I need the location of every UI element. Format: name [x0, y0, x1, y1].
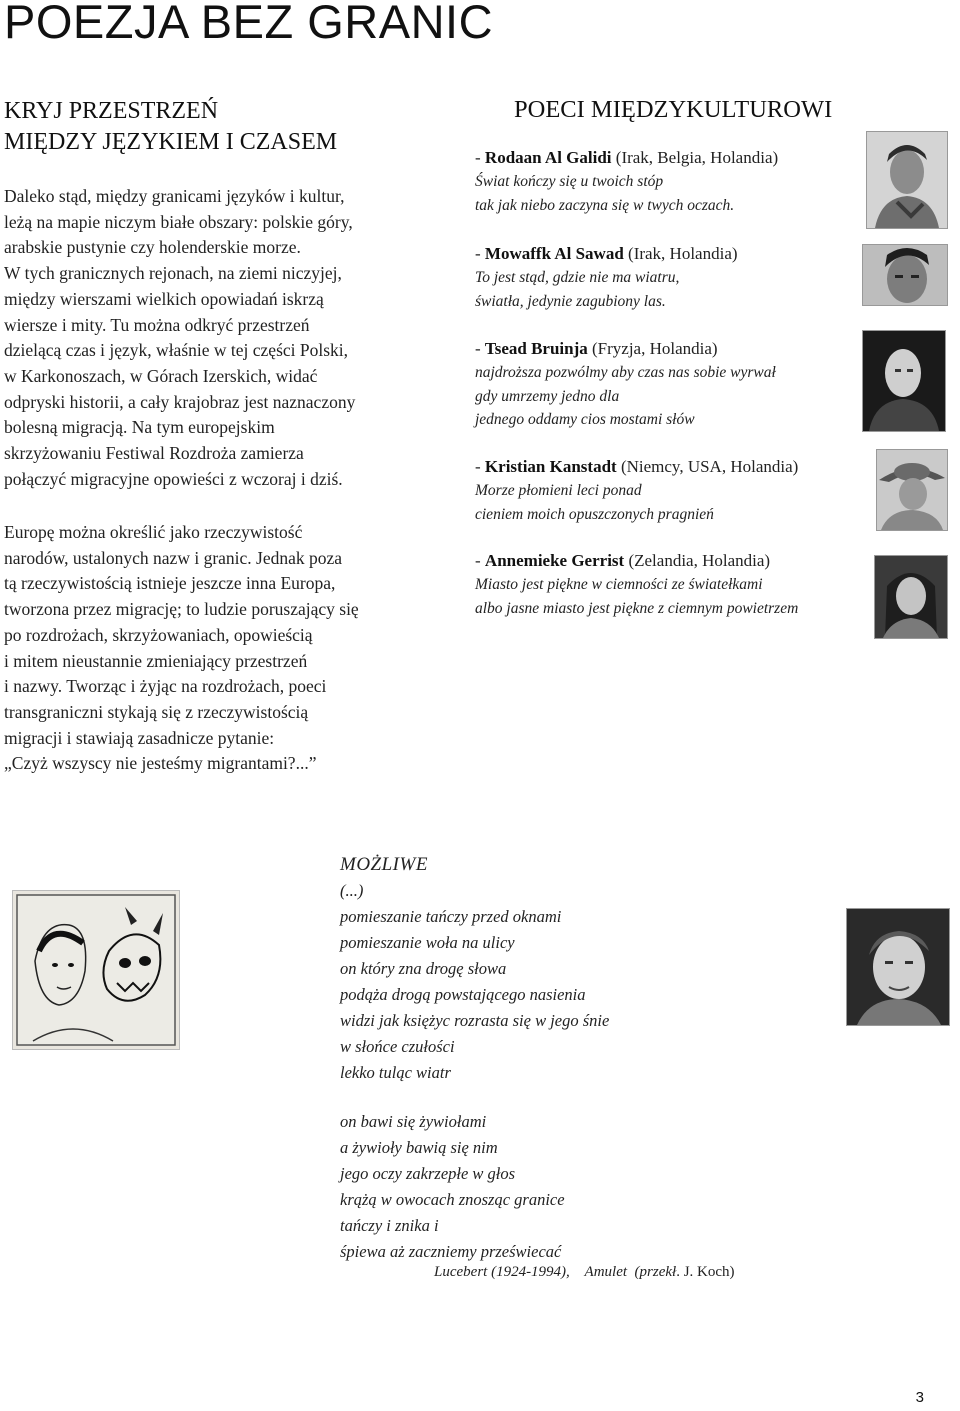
poet-entry — [475, 146, 875, 217]
poem-line: śpiewa aż zaczniemy przeświecać — [340, 1242, 562, 1261]
page-title: POEZJA BEZ GRANIC — [4, 0, 494, 48]
poet-name-line — [475, 455, 875, 479]
poet-quote-line: cieniem moich opuszczonych pragnień — [475, 505, 714, 523]
paragraph-line: Europę można określić jako rzeczywistość — [4, 522, 303, 542]
paragraph-line: odpryski historii, a cały krajobraz jest naznaczony — [4, 391, 356, 412]
paragraph-line: tą rzeczywistością istnieje jeszcze inna Europa, — [4, 573, 336, 594]
paragraph-line: arabskie pustynie czy holenderskie morze. — [4, 237, 301, 258]
poem-line: jego oczy zakrzepłe w głos — [340, 1164, 516, 1183]
portrait-image — [847, 909, 949, 1025]
paragraph-line: narodów, ustalonych nazw i granic. Jednak poza — [4, 547, 343, 568]
dash: - — [475, 148, 485, 167]
illustration — [12, 890, 180, 1050]
poet-quote-line: najdroższa pozwólmy aby czas nas sobie wyrwał — [475, 364, 776, 381]
poet-quote-line: To jest stąd, gdzie nie ma wiatru, — [475, 269, 680, 286]
poem-line: w słońce czułości — [340, 1037, 455, 1056]
europe-paragraph — [4, 520, 444, 777]
credit-author: Lucebert (1924-1994), — [434, 1264, 570, 1280]
poet-quote-line: tak jak niebo zaczyna się w twych oczach. — [475, 196, 735, 214]
poet-origin: (Zelandia, Holandia) — [624, 551, 771, 570]
paragraph-line: po rozdrożach, skrzyżowaniach, opowieścią — [4, 624, 313, 645]
poet-origin: (Irak, Belgia, Holandia) — [611, 148, 779, 167]
poet-quote-line: Świat kończy się u twoich stóp — [475, 173, 664, 190]
portrait-image — [875, 556, 947, 638]
paragraph-line: transgraniczni stykają się z rzeczywistością — [4, 701, 309, 722]
poet-quote-line: jednego oddamy cios mostami słów — [475, 411, 695, 428]
paragraph-line: W tych granicznych rejonach, na ziemi niczyjej, — [4, 263, 342, 284]
poet-photo — [866, 131, 948, 229]
poet-name: Mowaffk Al Sawad — [484, 244, 624, 263]
paragraph-line: „Czyż wszyscy nie jesteśmy migrantami?...” — [4, 753, 317, 774]
paragraph-line: dzielącą czas i język, właśnie w tej części Polski, — [4, 340, 349, 361]
poet-name-line — [475, 242, 875, 266]
poem-credit — [434, 1264, 735, 1281]
poet-entry — [475, 549, 875, 620]
left-heading-line: MIĘDZY JĘZYKIEM I CZASEM — [4, 129, 338, 155]
poet-entry — [475, 337, 875, 432]
poet-photo — [862, 244, 948, 306]
poet-photo — [862, 330, 946, 432]
page-number: 3 — [915, 1389, 924, 1406]
poets-heading: POECI MIĘDZYKULTUROWI — [514, 96, 833, 123]
left-heading-line: KRYJ PRZESTRZEŃ — [4, 98, 219, 124]
poet-origin: (Irak, Holandia) — [623, 244, 738, 263]
poet-name-line — [475, 146, 875, 170]
poem-line: (...) — [340, 881, 364, 900]
poem-line: on który zna drogę słowa — [340, 959, 507, 978]
credit-title: Amulet — [584, 1264, 628, 1280]
credit-prefix: (przekł — [634, 1264, 677, 1280]
poet-quote-line: światła, jedynie zagubiony las. — [475, 292, 666, 310]
paragraph-line: i mitem nieustannie zmieniający przestrzeń — [4, 650, 308, 671]
poet-photo — [876, 449, 948, 531]
poem-title: MOŻLIWE — [340, 854, 428, 875]
paragraph-line: tworzona przez migrację; to ludzie poruszający się — [4, 599, 359, 620]
dash: - — [475, 244, 485, 263]
poet-origin: (Fryzja, Holandia) — [587, 339, 718, 358]
poem-line: a żywioły bawią się nim — [340, 1138, 498, 1157]
poem-line: tańczy i znika i — [340, 1216, 439, 1235]
intro-paragraph — [4, 184, 444, 492]
paragraph-line: Daleko stąd, między granicami języków i kultur, — [4, 186, 345, 206]
poem-line: on bawi się żywiołami — [340, 1112, 487, 1131]
poet-quote-line: Miasto jest piękne w ciemności ze światełkami — [475, 576, 763, 593]
paragraph-line: wiersze i mity. Tu można odkryć przestrzeń — [4, 314, 310, 335]
poet-origin: (Niemcy, USA, Holandia) — [616, 457, 799, 476]
paragraph-line: w Karkonoszach, w Górach Izerskich, widać — [4, 365, 318, 386]
left-heading — [4, 96, 337, 158]
poem-line: widzi jak księżyc rozrasta się w jego śnie — [340, 1011, 610, 1030]
paragraph-line: połączyć migracyjne opowieści z wczoraj i dziś. — [4, 468, 343, 489]
portrait-image — [863, 245, 947, 305]
poet-entry — [475, 455, 875, 526]
paragraph-line: migracji i stawiają zasadnicze pytanie: — [4, 727, 275, 748]
poet-photo — [846, 908, 950, 1026]
poet-name: Kristian Kanstadt — [484, 457, 617, 476]
poem-line: krążą w owocach znosząc granice — [340, 1190, 565, 1209]
poet-name: Tsead Bruinja — [484, 339, 588, 358]
poet-quote-line: albo jasne miasto jest piękne z ciemnym powietrzem — [475, 599, 799, 617]
portrait-image — [877, 450, 947, 530]
dash: - — [475, 457, 485, 476]
poem-line: podąża drogą powstającego nasienia — [340, 985, 586, 1004]
poet-quote-line: Morze płomieni leci ponad — [475, 482, 642, 499]
dash: - — [475, 551, 485, 570]
credit-translator: . J. Koch) — [676, 1264, 735, 1280]
paragraph-line: bolesną migracją. Na tym europejskim — [4, 417, 275, 438]
paragraph-line: i nazwy. Tworząc i żyjąc na rozdrożach, poeci — [4, 676, 327, 697]
poem-line: pomieszanie tańczy przed oknami — [340, 907, 562, 926]
poet-name-line — [475, 549, 875, 573]
poet-name: Rodaan Al Galidi — [484, 148, 612, 167]
poet-name: Annemieke Gerrist — [484, 551, 625, 570]
poet-name-line — [475, 337, 875, 361]
portrait-image — [863, 331, 945, 431]
dash: - — [475, 339, 485, 358]
paragraph-line: skrzyżowaniu Festiwal Rozdroża zamierza — [4, 443, 304, 464]
poet-quote-line: gdy umrzemy jedno dla — [475, 387, 620, 405]
poem-line: pomieszanie woła na ulicy — [340, 933, 515, 952]
poem-stanza-2 — [340, 1109, 565, 1265]
poet-entry — [475, 242, 875, 313]
poem-line: lekko tuląc wiatr — [340, 1063, 451, 1082]
poem-stanza-1 — [340, 852, 609, 1086]
paragraph-line: leżą na mapie niczym białe obszary: polskie góry, — [4, 211, 353, 232]
portrait-image — [867, 132, 947, 228]
paragraph-line: między wierszami wielkich opowiadań iskrzą — [4, 288, 324, 309]
drawing-image — [13, 891, 179, 1049]
poet-photo — [874, 555, 948, 639]
